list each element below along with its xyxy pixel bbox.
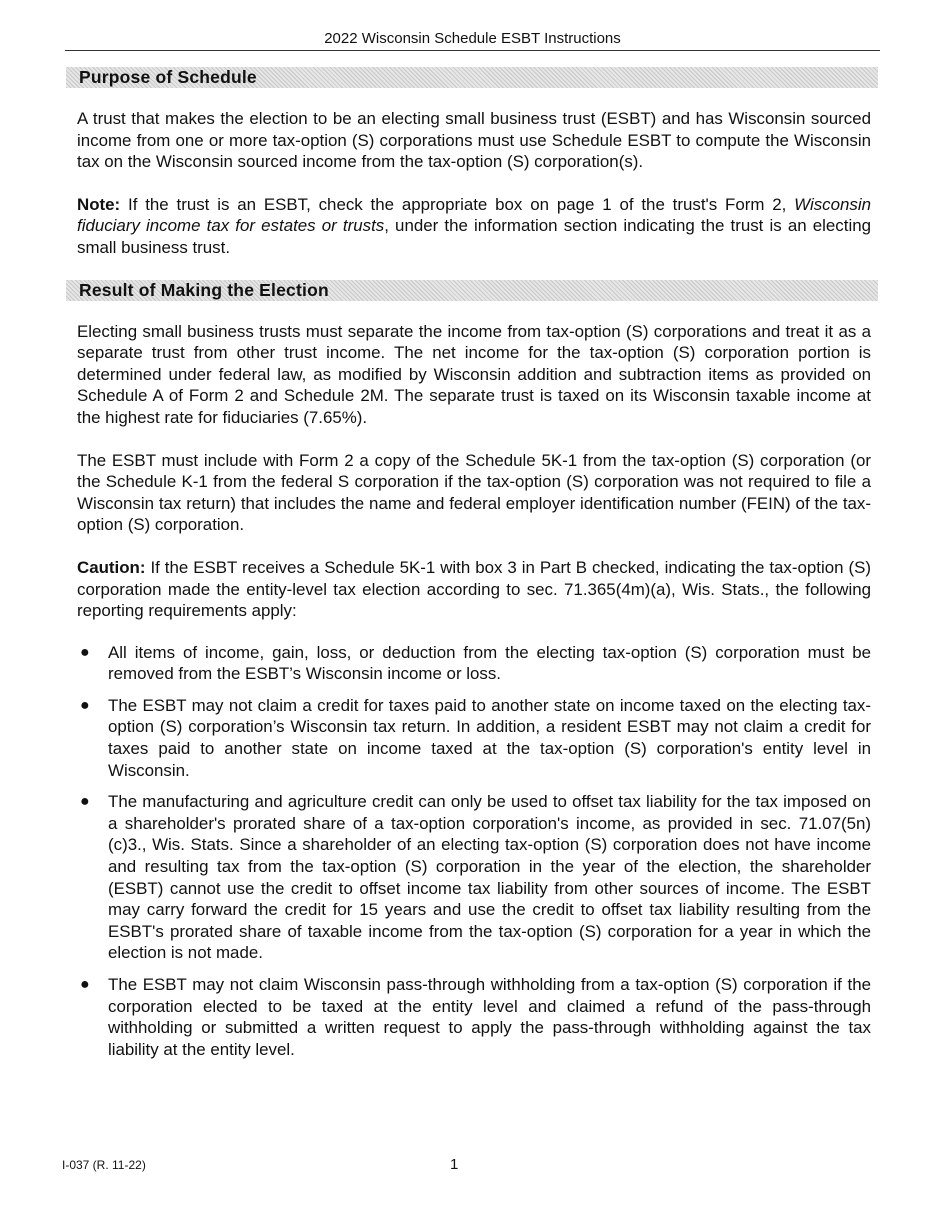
- form-title-italic: Wisconsin fiduciary income tax for estates or trusts: [77, 194, 871, 236]
- list-item: [77, 974, 871, 1060]
- caution-paragraph: [77, 557, 871, 622]
- section-title: Purpose of Schedule: [79, 67, 257, 87]
- page-title: 2022 Wisconsin Schedule ESBT Instructions: [324, 30, 621, 47]
- list-item: [77, 642, 871, 685]
- caution-text: If the ESBT receives a Schedule 5K-1 with box 3 in Part B checked, indicating the tax-option (S) corporation made the entity-level tax election according to sec. 71.365(4m)(a), Wis. Stats., the following reporting requirements apply:: [77, 557, 871, 621]
- document-body: [77, 67, 871, 1070]
- list-item-text: The manufacturing and agriculture credit can only be used to offset tax liability for the tax imposed on a shareholder's prorated share of a tax-option corporation's income, as provided in sec. 71.07(5n)(c)3., Wis. Stats. Since a shareholder of an electing tax-option (S) corporation does not have income and resulting tax from the tax-option (S) corporation in the year of the election, the shareholder (ESBT) cannot use the credit to offset income tax liability from other sources of income. The ESBT may carry forward the credit for 15 years and use the credit to offset tax liability resulting from the ESBT's prorated share of taxable income from the tax-option (S) corporation for a year in which the election is not made.: [108, 792, 871, 963]
- paragraph: A trust that makes the election to be an electing small business trust (ESBT) and has Wisconsin sourced income from one or more tax-option (S) corporations must use Schedule ESBT to compute the Wisconsin tax on the Wisconsin sourced income from the tax-option (S) corporation(s).: [77, 109, 871, 172]
- page-header: [65, 30, 880, 51]
- list-item: [77, 695, 871, 781]
- bullet-icon: ●: [80, 976, 90, 993]
- requirements-list: [77, 642, 871, 1061]
- list-item-text: The ESBT may not claim a credit for taxes paid to another state on income taxed on the electing tax-option (S) corporation’s Wisconsin tax return. In addition, a resident ESBT may not claim a credit for taxes paid to another state on income taxed at the tax-option (S) corporation's entity level in Wisconsin.: [108, 695, 871, 780]
- note-label: Note:: [77, 194, 121, 214]
- section-title: Result of Making the Election: [79, 279, 329, 300]
- note-text-end: , under the information section indicating the trust is an electing small business trust.: [77, 216, 871, 257]
- form-id: I-037 (R. 11-22): [62, 1158, 146, 1172]
- section-heading-result: [66, 280, 878, 301]
- paragraph: Electing small business trusts must separate the income from tax-option (S) corporations and treat it as a separate trust from other trust income. The net income for the tax-option (S) corporation portion is determined under federal law, as modified by Wisconsin addition and subtraction items as provided on Schedule A of Form 2 and Schedule 2M. The separate trust is taxed on its Wisconsin taxable income at the highest rate for fiduciaries (7.65%).: [77, 321, 871, 427]
- page-number: 1: [450, 1156, 459, 1173]
- bullet-icon: ●: [80, 696, 90, 714]
- note-text: If the trust is an ESBT, check the appropriate box on page 1 of the trust's Form 2,: [120, 194, 795, 214]
- paragraph: The ESBT must include with Form 2 a copy of the Schedule 5K-1 from the tax-option (S) corporation (or the Schedule K-1 from the federal S corporation if the tax-option (S) corporation was not required to file a Wisconsin tax return) that includes the name and federal employer identification number (FEIN) of the tax-option (S) corporation.: [77, 450, 871, 535]
- list-item-text: The ESBT may not claim Wisconsin pass-through withholding from a tax-option (S) corporation if the corporation elected to be taxed at the entity level and claimed a refund of the pass-through withholding or submitted a written request to apply the pass-through withholding against the tax liability at the entity level.: [108, 975, 871, 1059]
- note-paragraph: [77, 194, 871, 259]
- bullet-icon: ●: [80, 793, 90, 811]
- list-item-text: All items of income, gain, loss, or deduction from the electing tax-option (S) corporation must be removed from the ESBT’s Wisconsin income or loss.: [108, 642, 871, 684]
- caution-label: Caution:: [77, 557, 146, 577]
- bullet-icon: ●: [80, 643, 90, 661]
- section-heading-purpose: [66, 67, 878, 88]
- list-item: [77, 791, 871, 964]
